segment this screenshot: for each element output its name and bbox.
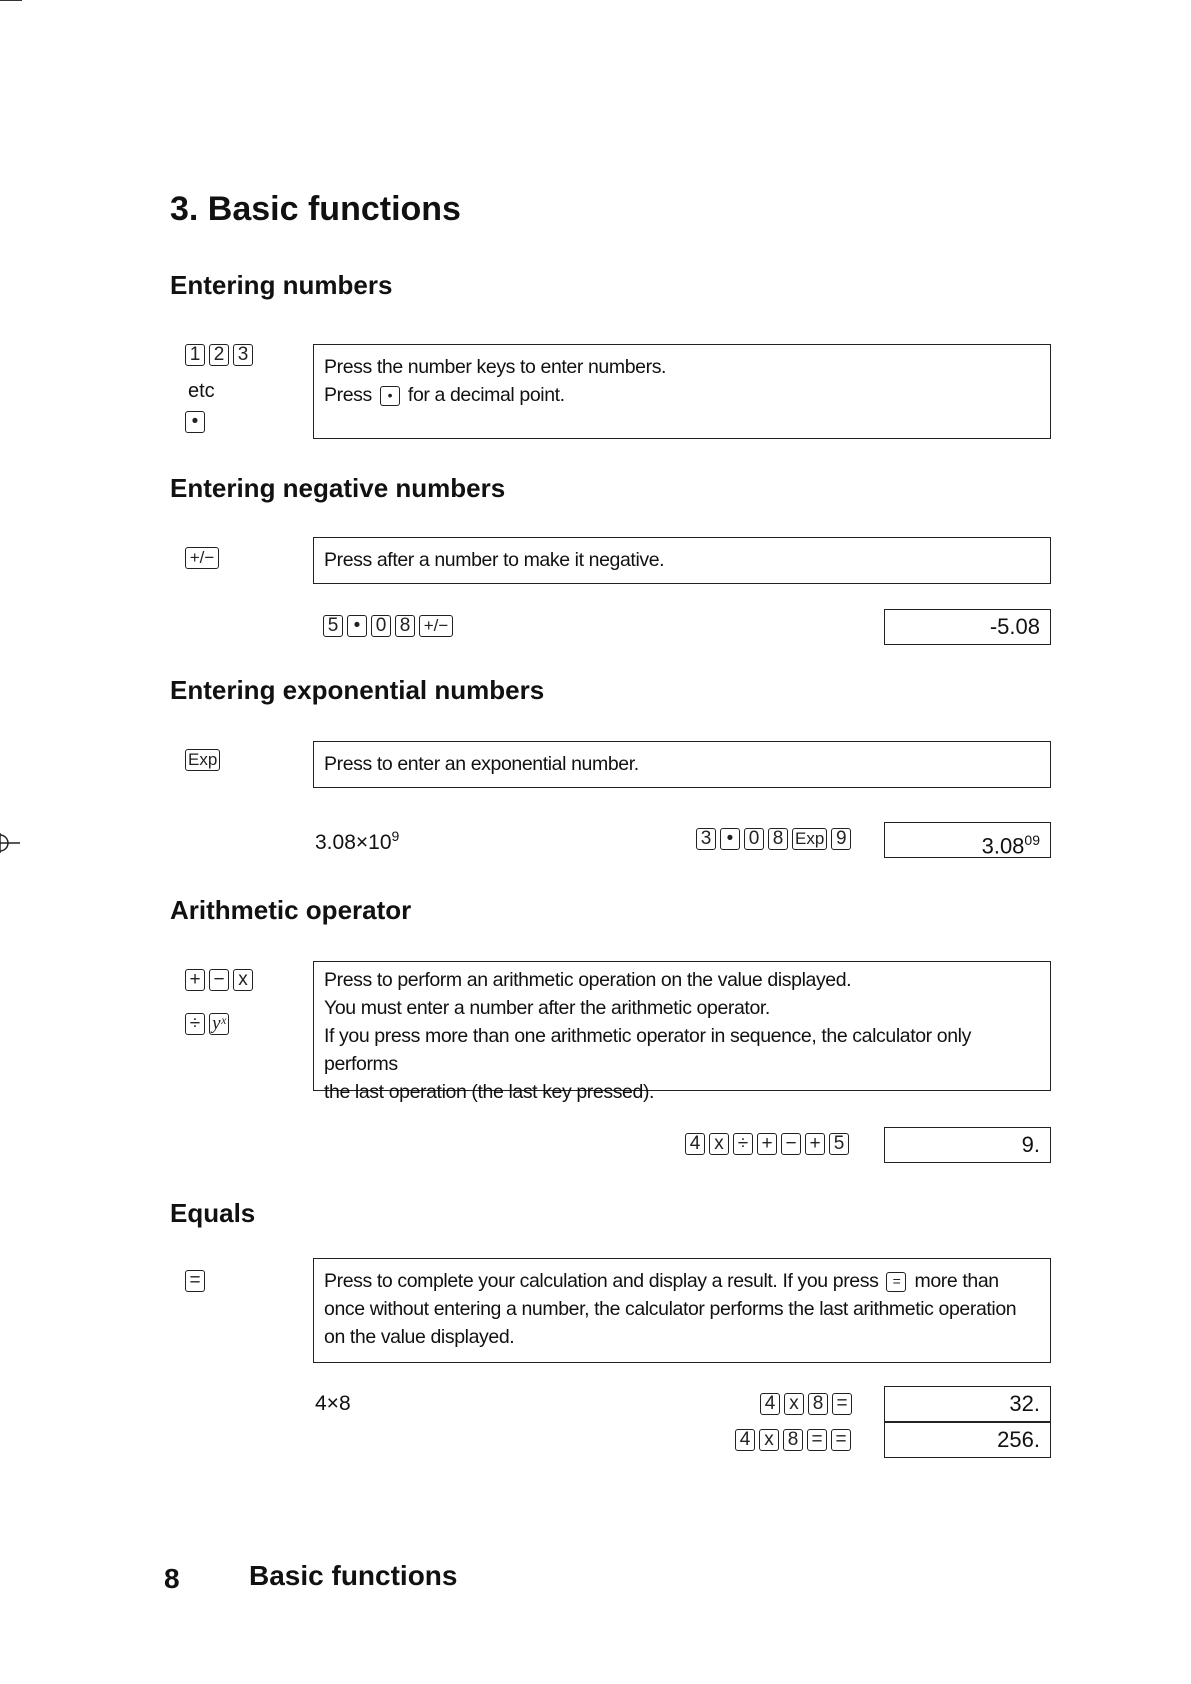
key-equals: = <box>185 1270 205 1292</box>
key-4: 4 <box>735 1429 755 1451</box>
key-9: 9 <box>831 828 851 850</box>
description-line: the last operation (the last key pressed). <box>324 1081 655 1103</box>
key-2: 2 <box>209 344 229 366</box>
key-exp: Exp <box>792 828 827 850</box>
key-equals: = <box>807 1429 827 1451</box>
key-3: 3 <box>233 344 253 366</box>
key-minus: − <box>781 1133 801 1155</box>
exponential-description <box>313 741 1051 788</box>
key-multiply: x <box>784 1393 804 1415</box>
exponential-example-expression <box>315 828 399 855</box>
key-decimal: • <box>347 615 367 637</box>
key-plus-minus: +/− <box>419 615 453 637</box>
key-1: 1 <box>185 344 205 366</box>
key-decimal: • <box>720 828 740 850</box>
key-plus: + <box>757 1133 777 1155</box>
key-plus: + <box>805 1133 825 1155</box>
description-line <box>324 381 1040 409</box>
equals-example2-keys <box>735 1429 855 1451</box>
crop-mark <box>0 0 22 1</box>
description-line <box>324 1267 1040 1351</box>
footer-title: Basic functions <box>249 1560 458 1591</box>
display-exponent: 09 <box>1024 832 1040 848</box>
key-5: 5 <box>829 1133 849 1155</box>
description-line: Press after a number to make it negative. <box>324 549 665 571</box>
exponential-example-keys <box>696 828 855 850</box>
negative-example-display: -5.08 <box>884 609 1051 645</box>
description-line: Press the number keys to enter numbers. <box>324 356 667 378</box>
exponential-example-display <box>884 822 1051 858</box>
section-title-arithmetic-operator: Arithmetic operator <box>170 895 412 925</box>
key-decimal: • <box>185 411 205 433</box>
key-exp: Exp <box>185 749 220 771</box>
key-plus-minus: +/− <box>185 547 219 569</box>
key-power: yˣ <box>209 1013 229 1035</box>
key-8: 8 <box>808 1393 828 1415</box>
key-equals-inline: = <box>886 1272 906 1292</box>
decimal-key-group <box>185 411 209 433</box>
key-4: 4 <box>685 1133 705 1155</box>
description-text: for a decimal point. <box>407 384 565 406</box>
key-multiply: x <box>233 969 253 991</box>
display-mantissa: 3.08 <box>981 833 1025 859</box>
equals-example1-display: 32. <box>884 1386 1051 1422</box>
equals-example1-keys <box>760 1393 856 1415</box>
key-3: 3 <box>696 828 716 850</box>
registration-mark-icon <box>0 828 20 858</box>
description-line: If you press more than one arithmetic operator in sequence, the calculator only performs <box>324 1025 971 1075</box>
key-equals: = <box>832 1393 852 1415</box>
key-0: 0 <box>744 828 764 850</box>
description-text: Press <box>324 384 372 406</box>
description-text: Press to complete your calculation and display a result. If you press <box>324 1270 879 1292</box>
expression-exponent: 9 <box>391 828 400 844</box>
equals-example-expression: 4×8 <box>315 1392 351 1415</box>
section-title-negative-numbers: Entering negative numbers <box>170 473 506 503</box>
description-line: You must enter a number after the arithmetic operator. <box>324 997 770 1019</box>
description-text: more than once without entering a number, the calculator performs the last arithmetic operation on the value displayed. <box>324 1270 1017 1348</box>
description-line: Press to enter an exponential number. <box>324 753 639 775</box>
key-5: 5 <box>323 615 343 637</box>
key-decimal-inline: • <box>380 386 400 406</box>
arithmetic-example-keys <box>685 1133 853 1155</box>
exp-key-group <box>185 749 224 771</box>
key-divide: ÷ <box>185 1013 205 1035</box>
key-4: 4 <box>760 1393 780 1415</box>
arithmetic-description <box>313 961 1051 1103</box>
key-8: 8 <box>768 828 788 850</box>
equals-description <box>313 1258 1051 1363</box>
equals-example2-display: 256. <box>884 1422 1051 1458</box>
number-keys-group <box>185 344 257 366</box>
arithmetic-example-display: 9. <box>884 1127 1051 1163</box>
section-title-equals: Equals <box>170 1198 256 1228</box>
negative-description <box>313 537 1051 584</box>
key-equals: = <box>831 1429 851 1451</box>
key-8: 8 <box>395 615 415 637</box>
expression-base: 3.08×10 <box>315 831 392 854</box>
etc-label: etc <box>188 380 215 402</box>
entering-numbers-description <box>313 344 1051 439</box>
description-line: Press to perform an arithmetic operation on the value displayed. <box>324 969 852 991</box>
arithmetic-keys-row2 <box>185 1013 233 1035</box>
key-minus: − <box>209 969 229 991</box>
negative-key-group <box>185 547 223 569</box>
page-number: 8 <box>164 1563 180 1594</box>
key-multiply: x <box>759 1429 779 1451</box>
key-8: 8 <box>783 1429 803 1451</box>
arithmetic-keys-row1 <box>185 969 257 991</box>
key-multiply: x <box>709 1133 729 1155</box>
section-title-exponential-numbers: Entering exponential numbers <box>170 675 545 705</box>
chapter-title: 3. Basic functions <box>170 190 461 228</box>
key-divide: ÷ <box>733 1133 753 1155</box>
negative-example-keys <box>323 615 457 637</box>
key-0: 0 <box>371 615 391 637</box>
equals-key-group <box>185 1270 209 1292</box>
section-title-entering-numbers: Entering numbers <box>170 270 393 300</box>
key-plus: + <box>185 969 205 991</box>
